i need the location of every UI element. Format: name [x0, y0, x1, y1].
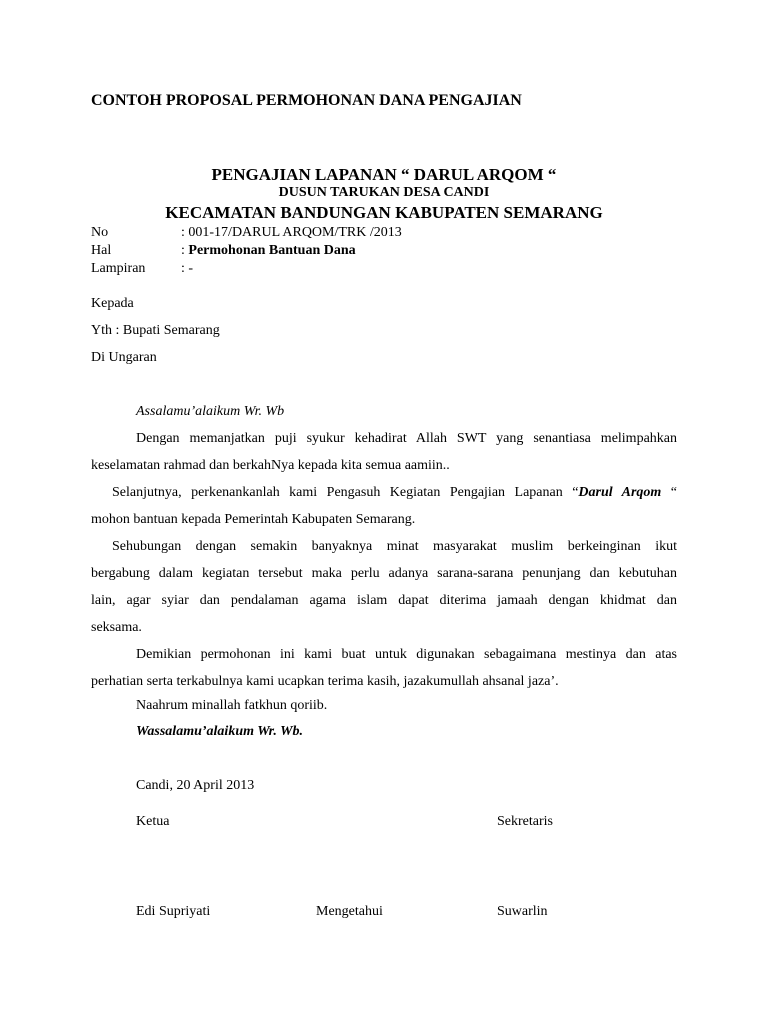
- meta-number-label: No: [91, 225, 109, 240]
- letterhead-district: KECAMATAN BANDUNGAN KABUPATEN SEMARANG: [165, 203, 603, 222]
- paragraph-4: [91, 641, 677, 695]
- place-date: Candi, 20 April 2013: [136, 778, 255, 793]
- closing-salutation: Wassalamu’alaikum Wr. Wb.: [136, 724, 304, 739]
- greeting: Assalamu’alaikum Wr. Wb: [136, 404, 285, 419]
- signature-role-chair: Ketua: [136, 814, 170, 829]
- paragraph-2: [91, 479, 677, 533]
- meta-attachment-row: [91, 261, 193, 277]
- closing-prayer: Naahrum minallah fatkhun qoriib.: [136, 698, 328, 713]
- letterhead-address: DUSUN TARUKAN DESA CANDI: [278, 185, 490, 200]
- paragraph-1-line-1: Dengan memanjatkan puji syukur kehadirat Allah SWT yang senantiasa melimpahkan: [136, 431, 677, 446]
- meta-number-value: : 001-17/DARUL ARQOM/TRK /2013: [181, 225, 402, 240]
- recipient-location: Di Ungaran: [91, 350, 157, 365]
- paragraph-1-line-2: keselamatan rahmad dan berkahNya kepada kita semua aamiin..: [91, 458, 450, 473]
- paragraph-2-text-b: Darul Arqom: [578, 485, 662, 500]
- paragraph-2-line-2: mohon bantuan kepada Pemerintah Kabupaten Semarang.: [91, 512, 416, 527]
- meta-number-row: [91, 225, 402, 241]
- paragraph-1: [91, 425, 677, 479]
- recipient-to: Kepada: [91, 296, 134, 311]
- meta-attachment-value: : -: [181, 261, 194, 276]
- paragraph-3: [91, 533, 677, 641]
- paragraph-3-line-1: Sehubungan dengan semakin banyaknya minat masyarakat muslim berkeinginan ikut: [112, 539, 677, 554]
- signature-role-secretary: Sekretaris: [497, 814, 553, 829]
- meta-attachment-label: Lampiran: [91, 261, 146, 276]
- signature-name-chair: Edi Supriyati: [136, 904, 211, 919]
- meta-subject-label: Hal: [91, 243, 112, 258]
- paragraph-2-text-a: Selanjutnya, perkenankanlah kami Pengasuh Kegiatan Pengajian Lapanan “: [112, 485, 579, 500]
- signature-acknowledged: Mengetahui: [316, 904, 383, 919]
- paragraph-4-line-1: Demikian permohonan ini kami buat untuk digunakan sebagaimana mestinya dan atas: [136, 647, 677, 662]
- meta-subject-colon: :: [181, 243, 189, 258]
- paragraph-3-line-3: lain, agar syiar dan pendalaman agama islam dapat diterima jamaah dengan khidmat dan: [91, 593, 677, 608]
- meta-subject-row: [91, 243, 356, 259]
- signature-name-secretary: Suwarlin: [497, 904, 548, 919]
- paragraph-3-line-4: seksama.: [91, 620, 142, 635]
- paragraph-3-line-2: bergabung dalam kegiatan tersebut maka perlu adanya sarana-sarana penunjang dan kebutuhan: [91, 566, 677, 581]
- letterhead-organization: PENGAJIAN LAPANAN “ DARUL ARQOM “: [211, 165, 557, 184]
- document-title: CONTOH PROPOSAL PERMOHONAN DANA PENGAJIAN: [91, 92, 522, 109]
- paragraph-2-text-c: “: [661, 485, 677, 500]
- meta-subject-value: Permohonan Bantuan Dana: [188, 243, 356, 258]
- paragraph-2-line-1: [91, 479, 677, 506]
- recipient-name: Yth : Bupati Semarang: [91, 323, 220, 338]
- paragraph-4-line-2: perhatian serta terkabulnya kami ucapkan terima kasih, jazakumullah ahsanal jaza’.: [91, 674, 559, 689]
